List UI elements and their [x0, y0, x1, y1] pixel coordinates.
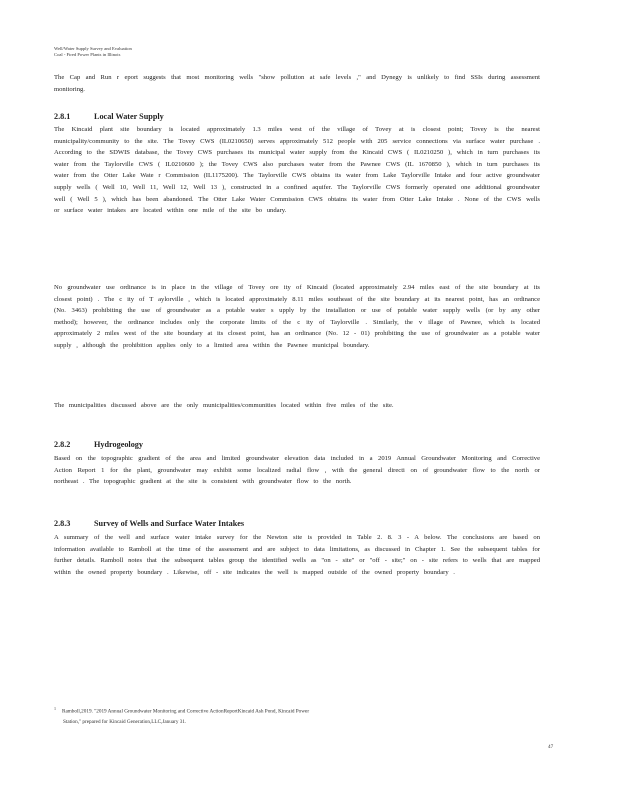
section-title: Survey of Wells and Surface Water Intakes — [94, 519, 245, 528]
section-number: 2.8.3 — [54, 519, 71, 528]
section-number: 2.8.1 — [54, 112, 71, 121]
section-2-8-1-paragraph-3: The municipalities discussed above are the only municipalities/communities located within five miles of the site. — [54, 402, 394, 409]
page-number: 47 — [548, 744, 554, 750]
header-line-1: Well/Water Supply Survey and Evaluation — [54, 46, 132, 51]
section-title: Hydrogeology — [94, 440, 143, 449]
section-2-8-1-paragraph-1: The Kincaid plant site boundary is located approximately 1.3 miles west of the village of Tovey at is closest point; Tovey is the nearest municipality/community to the site. The Tovey CWS (IL0210650) serves approximately 512 people with 205 service connections via surface water purchase . According to the SDWIS database, the Tovey CWS purchases its municipal water supply from the Kincaid CWS ( IL0210250 ), which in turn purchases its water from the Taylorville CWS ( IL0210600 ); the Tovey CWS also purchases water from the Pawnee CWS (IL 1670850 ), which in turn purchases its water from the Otter Lake Wate r Commission (IL1175200). The Taylorville CWS obtains its water from Lake Taylorville Intake and four active groundwater supply wells ( Well 10, Well 11, Well 12, Well 13 ), constructed in a confined aquifer. The Taylorville CWS formerly operated one additional groundwater well ( Well 5 ), which has been abandoned. The Otter Lake Water Commission CWS obtains its water from Otter Lake Intake . None of the CWS wells or surface water intakes are located within one mile of the site bo undary. — [54, 126, 540, 215]
section-title: Local Water Supply — [94, 112, 164, 121]
section-heading-2-8-3 — [54, 519, 244, 528]
header-line-2: Coal - Fired Power Plants in Illinois — [54, 52, 121, 58]
section-heading-2-8-1 — [54, 112, 164, 121]
section-number: 2.8.2 — [54, 440, 71, 449]
section-2-8-3-paragraph-1: A summary of the well and surface water intake survey for the Newton site is provided in Table 2. 8. 3 - A below. The conclusions are based on information available to Ramboll at the time of the assessment and are subject to data limitations, as discussed in Chapter 1. See the subsequent tables for further details. Ramboll notes that the subsequent tables group the identified wells as "on - site" or "off - site;" on - site refers to wells that are mapped within the owned property boundary . Likewise, off - site indicates the well is mapped outside of the owned property boundary . — [54, 534, 540, 576]
section-2-8-2-paragraph-1: Based on the topographic gradient of the area and limited groundwater elevation data included in a 2019 Annual Groundwater Monitoring and Corrective Action Report 1 for the plant, groundwater may exhibit some localized radial flow , with the general directi on of groundwater flow to the north or northeast . The topographic gradient at the site is consistent with groundwater flow to the north. — [54, 455, 540, 486]
footnote — [54, 704, 534, 727]
running-header — [54, 46, 132, 59]
footnote-line-2: Station," prepared for Kincaid Generation,LLC,January 31. — [63, 718, 187, 725]
footnote-marker: 1 — [54, 706, 56, 711]
section-2-8-1-paragraph-2: No groundwater use ordinance is in place in the village of Tovey ore ity of Kincaid (located approximately 2.94 miles east of the site boundary at its closest point) . The c ity of T aylorville , which is located approximately 8.11 miles southeast of the site boundary at its nearest point, has an ordinance (No. 3463) prohibiting the use of groundwater as a potable water s upply by the installation or use of potable water supply wells (or by any other method); however, the ordinance includes only the corporate limits of the c ity of Taylorville . Similarly, the v illage of Pawnee, which is located approximately 2 miles west of the site boundary at its closest point, has an ordinance (No. 12 - 01) prohibiting the use of groundwater as a potable water supply , although the prohibition applies only to a limited area within the Pawnee municipal boundary. — [54, 284, 540, 349]
footnote-line-1: Ramboll,2019. "2019 Annual Groundwater Monitoring and Corrective ActionReportKincaid Ash Pond, Kincaid Power — [62, 708, 310, 715]
intro-paragraph: The Cap and Run r eport suggests that most monitoring wells "show pollution at safe levels ," and Dynegy is unlikely to find SSIs during assessment monitoring. — [54, 74, 540, 93]
section-heading-2-8-2 — [54, 440, 143, 449]
